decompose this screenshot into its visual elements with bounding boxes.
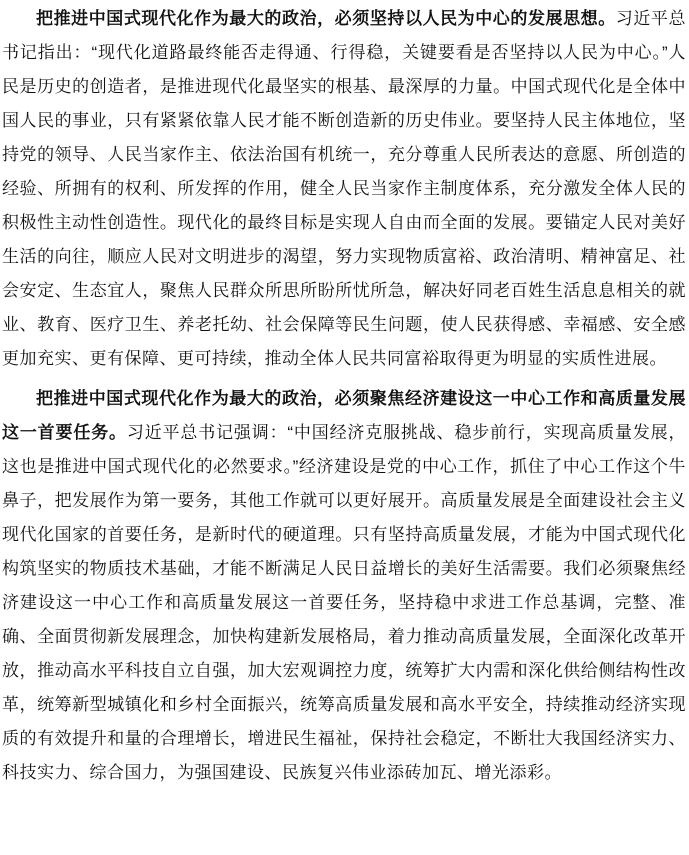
paragraph-body-text: 习近平总书记指出：“现代化道路最终能否走得通、行得稳，关键要看是否坚持以人民为中心。”人民是历史的创造者，是推进现代化最坚实的根基、最深厚的力量。中国式现代化是全体中国人民的事业，只有紧紧依靠人民才能不断创造新的历史伟业。要坚持人民主体地位，坚持党的领导、人民当家作主、依法治国有机统一，充分尊重人民所表达的意愿、所创造的经验、所拥有的权利、所发挥的作用，健全人民当家作主制度体系，充分激发全体人民的积极性主动性创造性。现代化的最终目标是实现人自由而全面的发展。要锚定人民对美好生活的向往，顺应人民对文明进步的渴望，努力实现物质富裕、政治清明、精神富足、社会安定、生态宜人，聚焦人民群众所思所盼所忧所急，解决好同老百姓生活息息相关的就业、教育、医疗卫生、养老托幼、社会保障等民生问题，使人民获得感、幸福感、安全感更加充实、更有保障、更可持续，推动全体人民共同富裕取得更为明显的实质性进展。 bbox=[2, 9, 687, 368]
paragraph-people-centered-development bbox=[2, 2, 686, 376]
paragraph-economic-high-quality-development bbox=[2, 382, 686, 790]
paragraph-lead-sentence: 把推进中国式现代化作为最大的政治，必须聚焦经济建设这一中心工作和高质量发展这一首要任务。 bbox=[2, 389, 686, 442]
paragraph-body-text: 习近平总书记强调：“中国经济克服挑战、稳步前行，实现高质量发展，这也是推进中国式现代化的必然要求。”经济建设是党的中心工作，抓住了中心工作这个牛鼻子，把发展作为第一要务，其他工作就可以更好展开。高质量发展是全面建设社会主义现代化国家的首要任务，是新时代的硬道理。只有坚持高质量发展，才能为中国式现代化构筑坚实的物质技术基础，才能不断满足人民日益增长的美好生活需要。我们必须聚焦经济建设这一中心工作和高质量发展这一首要任务，坚持稳中求进工作总基调，完整、准确、全面贯彻新发展理念，加快构建新发展格局，着力推动高质量发展，全面深化改革开放，推动高水平科技自立自强，加大宏观调控力度，统筹扩大内需和深化供给侧结构性改革，统筹新型城镇化和乡村全面振兴，统筹高质量发展和高水平安全，持续推动经济实现质的有效提升和量的合理增长，增进民生福祉，保持社会稳定，不断壮大我国经济实力、科技实力、综合国力，为强国建设、民族复兴伟业添砖加瓦、增光添彩。 bbox=[2, 423, 686, 782]
paragraph-lead-sentence: 把推进中国式现代化作为最大的政治，必须坚持以人民为中心的发展思想。 bbox=[36, 9, 616, 28]
